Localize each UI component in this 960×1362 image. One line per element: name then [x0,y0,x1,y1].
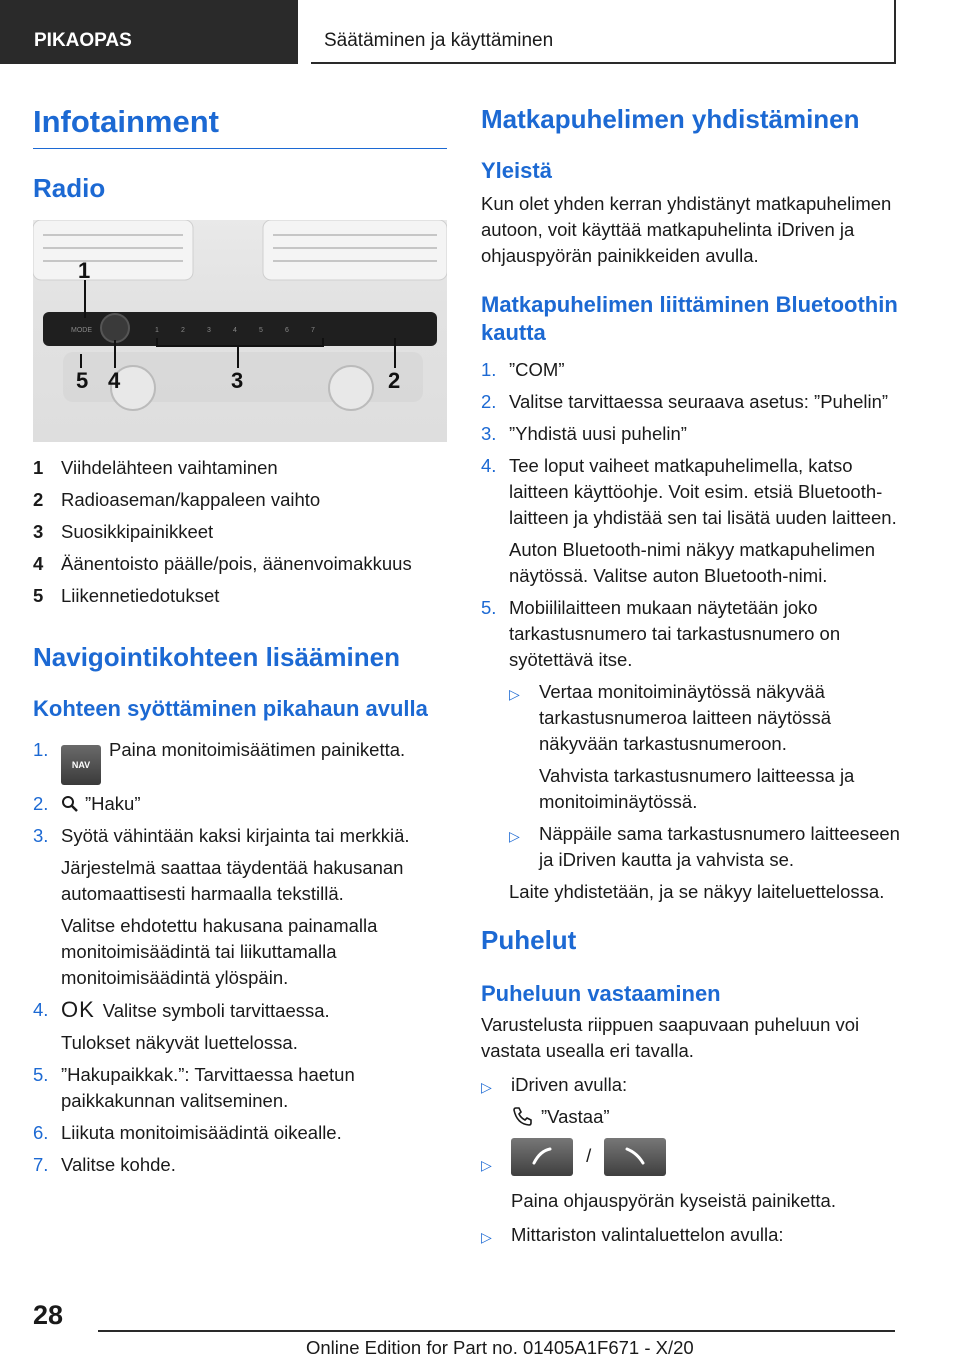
list-item: 2 Radioaseman/kappaleen vaihto [33,489,321,510]
list-item: ▷ Vertaa monitoiminäytössä näkyvää tarkastusnumeroa laitteen näytössä näkyvään tarkastusnumeroon. Vahvista tarkastusnumero laitteessa ja monitoiminäytössä. [509,679,901,815]
radio-heading: Radio [33,173,106,203]
right-column [481,90,901,1250]
list-item: 5 Liikennetiedotukset [33,585,220,606]
triangle-bullet-icon: ▷ [509,686,520,702]
answer-options [481,1072,901,1250]
list-item: 1 Viihdelähteen vaihtaminen [33,457,278,478]
list-item: 4. Tee loput vaiheet matkapuhelimella, katso laitteen käyttöohje. Voit esim. etsiä Bluetooth-laitteen ja yhdistää sen tai lisätä uuden laitteen. Auton Bluetooth-nimi näkyy matkapuhelimen näytössä. Valitse auton Bluetooth-nimi. [481,455,897,586]
svg-text:4: 4 [233,327,237,334]
photo-label-1: 1 [78,258,91,283]
list-item: 2. ”Haku” [33,793,141,814]
radio-legend [33,452,447,612]
radio-panel-illustration [33,220,447,442]
list-item: 5. ”Hakupaikkak.”: Tarvittaessa haetun paikkakunnan valitseminen. [33,1064,355,1111]
answer-heading: Puheluun vastaaminen [481,981,721,1006]
footer-divider [98,1330,895,1332]
triangle-bullet-icon: ▷ [481,1079,492,1095]
triangle-bullet-icon: ▷ [509,828,520,844]
list-item: 1. ”COM” [481,359,565,380]
navigation-heading: Navigointikohteen lisääminen [33,642,400,672]
list-item: 4. OK Valitse symboli tarvittaessa. Tulokset näkyvät luettelossa. [33,997,330,1053]
page-number: 28 [33,1300,64,1330]
list-item: 4 Äänentoisto päälle/pois, äänenvoimakkuus [33,553,412,574]
photo-label-3: 3 [231,368,244,393]
list-item: 7. Valitse kohde. [33,1154,176,1175]
phone-icon [511,1106,535,1126]
svg-text:7: 7 [311,327,315,334]
list-item: 3. ”Yhdistä uusi puhelin” [481,423,687,444]
svg-text:6: 6 [285,327,289,334]
svg-text:3: 3 [207,327,211,334]
list-item: ▷ Näppäile sama tarkastusnumero laitteeseen ja iDriven kautta ja vahvista se. [509,821,901,873]
list-item: 3 Suosikkipainikkeet [33,521,214,542]
radio-panel-photo [33,220,447,442]
end-call-button-icon [604,1138,666,1176]
search-icon [61,795,79,813]
svg-text:MODE: MODE [71,327,92,334]
page-title: Infotainment [33,90,447,149]
bluetooth-heading: Matkapuhelimen liittäminen Bluetoothin kautta [481,292,898,345]
svg-text:5: 5 [259,327,263,334]
chapter-title: Säätäminen ja käyttäminen [311,0,896,64]
edition-text: Online Edition for Part no. 01405A1F671 - X/20 [306,1337,694,1358]
photo-label-4: 4 [108,368,121,393]
photo-label-2: 2 [388,368,401,393]
quick-search-heading: Kohteen syöttäminen pikahaun avulla [33,696,428,721]
svg-text:2: 2 [181,327,185,334]
list-item: ▷ Mittariston valintaluettelon avulla: [481,1222,901,1250]
list-item: 3. Syötä vähintään kaksi kirjainta tai merkkiä. Järjestelmä saattaa täydentää hakusanan automaattisesti harmaalla tekstillä. Valitse ehdotettu hakusana painamalla monitoimisäädintä tai liikuttamalla monitoimisäädintä ylöspäin. [33,825,410,988]
ok-icon: OK [61,997,95,1022]
list-item: 6. Liikuta monitoimisäädintä oikealle. [33,1122,342,1143]
general-text: Kun olet yhden kerran yhdistänyt matkapuhelimen autoon, voit käyttää matkapuhelinta iDriven ja ohjauspyörän painikkeiden avulla. [481,193,892,266]
section-tab: PIKAOPAS [0,0,298,64]
bluetooth-steps [481,357,901,905]
nav-button-icon: NAV [61,745,101,785]
photo-label-5: 5 [76,368,89,393]
quick-search-steps [33,737,447,1178]
triangle-bullet-icon: ▷ [481,1157,492,1173]
left-column [33,90,447,1184]
list-item: ▷ iDriven avulla: ”Vastaa” [481,1072,901,1130]
list-item: 1. NAVPaina monitoimisäätimen painiketta. [33,737,447,785]
general-heading: Yleistä [481,158,552,183]
list-item: 5. Mobiililaitteen mukaan näytetään joko tarkastusnumero tai tarkastusnumero on syötettävä itse. ▷ Vertaa monitoiminäytössä näkyvää tarkastusnumeroa laitteen näytössä näkyvään tarkastusnumeroon. Vahvista tarkastusnumero laitteessa ja monitoiminäytössä. ▷ Näppäile sama tarkastusnumero laitteeseen ja iDriven kautta ja vahvista se. Laite yhdistetään, ja se näkyy laiteluettelossa. [481,597,900,902]
calls-heading: Puhelut [481,925,577,955]
answer-text: Varustelusta riippuen saapuvaan puheluun voi vastata usealla eri tavalla. [481,1014,860,1061]
accept-call-button-icon [511,1138,573,1176]
phone-connect-title: Matkapuhelimen yhdistäminen [481,104,860,134]
svg-text:1: 1 [155,327,159,334]
list-item: ▷ / Paina ohjauspyörän kyseistä painiketta. [481,1138,901,1214]
triangle-bullet-icon: ▷ [481,1229,492,1245]
list-item: 2. Valitse tarvittaessa seuraava asetus: ”Puhelin” [481,391,889,412]
